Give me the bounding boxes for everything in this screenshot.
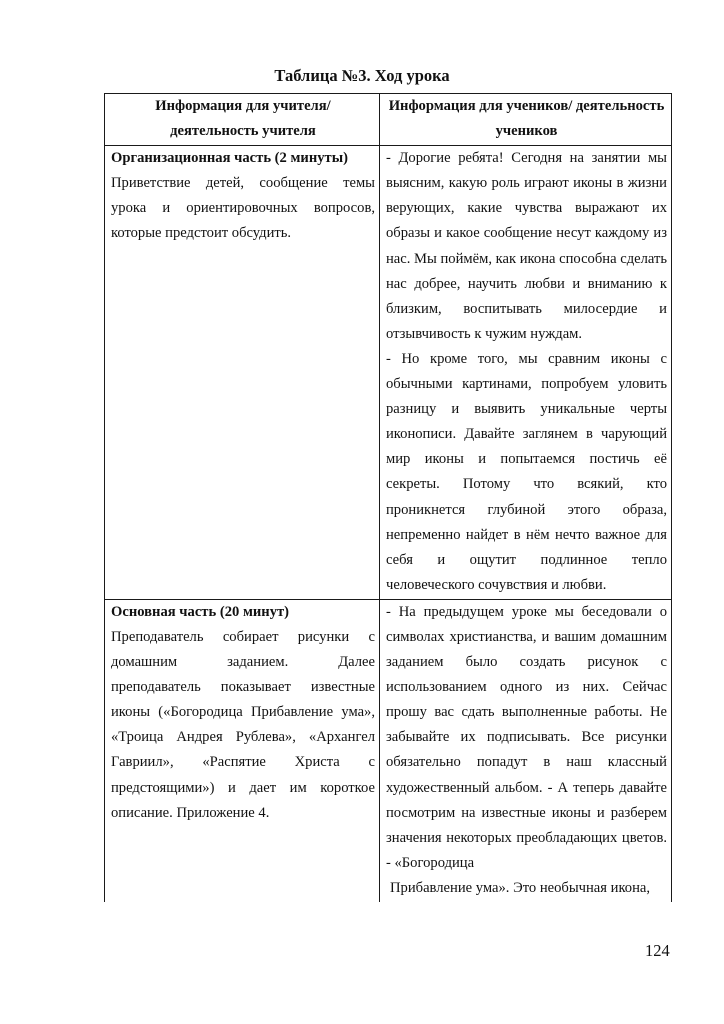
teacher-cell [105, 599, 380, 902]
teacher-text: Приветствие детей, сообщение темы урока и ориентировочных вопросов, которые предстоит обсудить. [111, 175, 375, 242]
teacher-cell [105, 146, 380, 600]
student-cell [380, 146, 672, 600]
student-paragraph: - На предыдущем уроке мы беседовали о символах христианства, и вашим домашним заданием было создать рисунок с использованием одного из них. Сейчас прошу вас сдать выполненные работы. Не забывайте их подписывать. Все рисунки обязательно попадут в наш классный художественный альбом. - А теперь давайте посмотрим на известные иконы и разберем значения некоторых преобладающих цветов. - «Богородица [386, 603, 667, 871]
page-number: 124 [645, 941, 670, 960]
table-row [105, 146, 672, 600]
teacher-text: Преподаватель собирает рисунки с домашним заданием. Далее преподаватель показывает известные иконы («Богородица Прибавление ума», «Троица Андрея Рублева», «Архангел Гавриил», «Распятие Христа с предстоящими») и дает им короткое описание. Приложение 4. [111, 628, 375, 821]
header-teacher: Информация для учителя/ деятельность учителя [105, 94, 380, 146]
student-paragraph: - Дорогие ребята! Сегодня на занятии мы выясним, какую роль играют иконы в жизни верующих, какие чувства выражают их образы и какое сообщение несут каждому из нас. Мы поймём, как икона способна сделать нас добрее, научить любви и вниманию к близким, воспитывать милосердие и отзывчивость к чужим нуждам. [386, 150, 668, 342]
table-row [105, 599, 672, 902]
student-paragraph: Прибавление ума». Это необычная икона, [390, 879, 651, 896]
student-cell [380, 599, 672, 902]
page-title: Таблица №3. Ход урока [274, 66, 450, 85]
header-students: Информация для учеников/ деятельность учеников [380, 94, 672, 146]
lesson-table [104, 93, 672, 902]
section-title: Организационная часть (2 минуты) [111, 150, 348, 167]
table-header-row [105, 94, 672, 146]
section-title: Основная часть (20 минут) [111, 603, 290, 620]
student-paragraph: - Но кроме того, мы сравним иконы с обычными картинами, попробуем уловить разницу и выявить уникальные черты иконописи. Давайте заглянем в чарующий мир иконы и попытаемся постичь её секреты. Потому что всякий, кто проникнется глубиной этого образа, непременно найдет в нём нечто важное для себя и ощутит подлинное тепло человеческого сочувствия и любви. [386, 350, 667, 593]
